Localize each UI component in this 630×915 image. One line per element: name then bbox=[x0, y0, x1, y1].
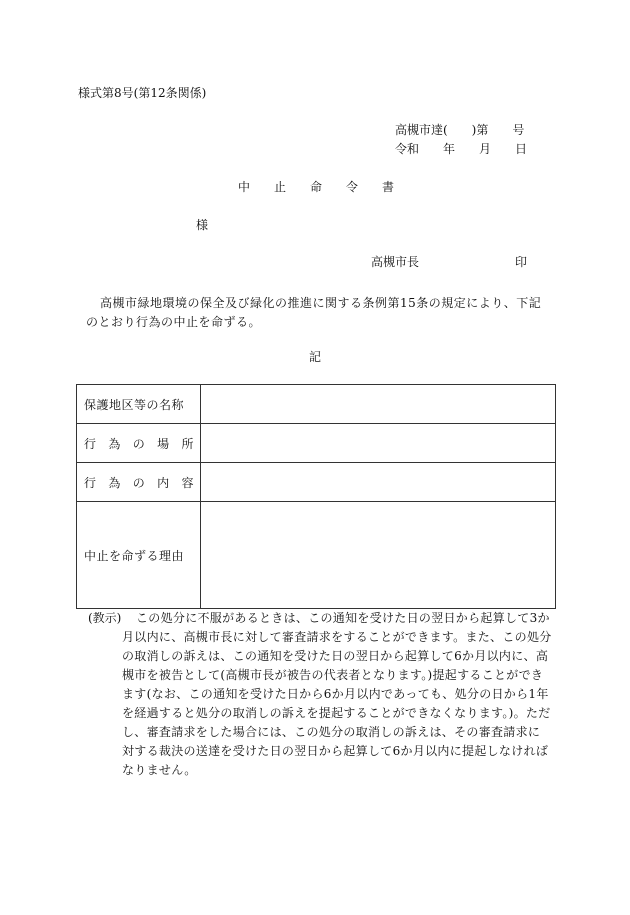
table-row bbox=[77, 385, 556, 424]
row-label: 中止を命ずる理由 bbox=[77, 502, 201, 609]
body-text: 高槻市緑地環境の保全及び緑化の推進に関する条例第15条の規定により、下記のとおり行為の中止を命ずる。 bbox=[86, 296, 542, 329]
document-title: 中 止 命 令 書 bbox=[238, 180, 395, 194]
row-label: 行為の内容 bbox=[77, 463, 201, 502]
row-value-field[interactable] bbox=[201, 463, 556, 502]
ki-heading: 記 bbox=[309, 350, 322, 364]
table-row bbox=[77, 424, 556, 463]
notice-text: この処分に不服があるときは、この通知を受けた日の翌日から起算して3か月以内に、高槻市長に対して審査請求をすることができます。また、この処分の取消しの訴えは、この通知を受けた日の翌日から起算して6か月以内に、高槻市を被告として(高槻市長が被告の代表者となります。)提起することができます(なお、この通知を受けた日から6か月以内であっても、処分の日から1年を経過すると処分の取消しの訴えを提起することができなくなります。)。ただし、審査請求をした場合には、この処分の取消しの訴えは、その審査請求に対する裁決の送達を受けた日の翌日から起算して6か月以内に提起しなければなりません。 bbox=[122, 611, 552, 777]
row-value-field[interactable] bbox=[201, 385, 556, 424]
row-label: 保護地区等の名称 bbox=[77, 385, 201, 424]
document-date: 令和 年 月 日 bbox=[395, 142, 528, 156]
issuer-name: 高槻市長 bbox=[371, 255, 420, 269]
document-number: 高槻市達( )第 号 bbox=[395, 123, 525, 137]
form-number: 様式第8号(第12条関係) bbox=[78, 86, 207, 100]
row-value-field[interactable] bbox=[201, 424, 556, 463]
recipient-honorific: 様 bbox=[196, 218, 209, 232]
notice-label: (教示) bbox=[88, 611, 122, 625]
items-table bbox=[76, 384, 556, 609]
table-row bbox=[77, 502, 556, 609]
table-row bbox=[77, 463, 556, 502]
row-value-field[interactable] bbox=[201, 502, 556, 609]
seal-mark: 印 bbox=[515, 255, 528, 269]
row-label: 行為の場所 bbox=[77, 424, 201, 463]
